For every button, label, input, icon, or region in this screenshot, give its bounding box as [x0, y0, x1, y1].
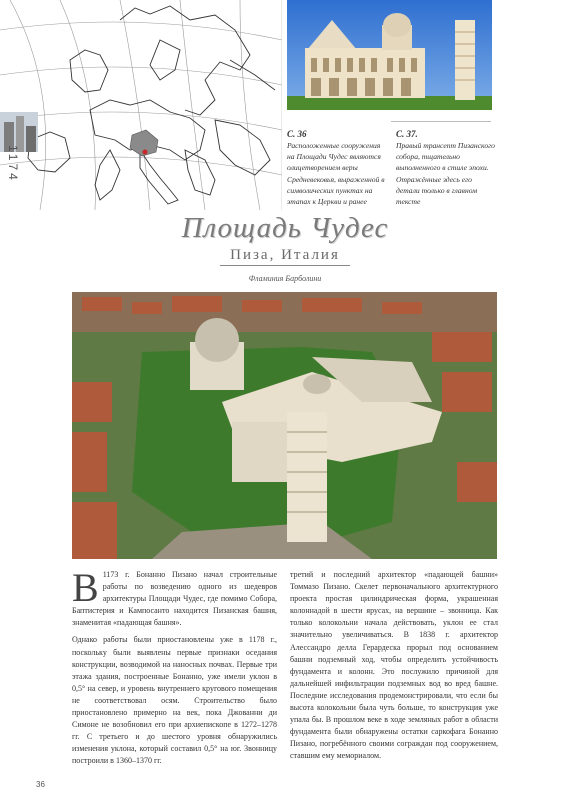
page-number: 36 [36, 780, 45, 789]
caption-rule [391, 121, 491, 122]
body-paragraph-3: третий и последний архитектор «падающей башни» Томмазо Пизано. Скелет первоначального архитектурного проекта простая цилиндрическая форма, украшенная колоннадой в шести ярусах, на вершине – звонница. Как только колокольни начала действовать, уклон ее стал значительно увеличиваться. В 1838 г. архитектор Алессандро делла Герардеска прорыл под основанием башни подземный ход, чтобы определить устойчивость фундамента и колонн. Это послужило причиной для дальнейшей инфильтрации подземных вод во вред башне. Последние исследования продемонстрировали, что если бы высота колокольни была чуть больше, то конструкция уже упала бы. В прошлом веке в ходе земляных работ в области фундамента были обнаружены остатки саркофага Бонанно Пизано, погребённого своими сограждан под сооружением, ставшим ему мемориалом. [290, 570, 498, 761]
caption-1-number: С. 36 [287, 129, 307, 139]
subtitle-rule [220, 265, 350, 266]
caption-2-text: Правый трансепт Пизанского собора, тщательно выполненного в стиле эпохи. Отражённые здесь его детали только в главном тексте [396, 141, 495, 207]
cathedral-photo [287, 0, 492, 110]
europe-map [0, 0, 282, 210]
article-subtitle: Пиза, Италия [230, 247, 340, 263]
body-column-1 [72, 565, 277, 768]
body-column-2 [290, 569, 498, 763]
body-paragraph-1: 1173 г. Бонанно Пизано начал строительные работы по возведению одного из шедевров архитектуры Площади Чудес, где помимо Собора, Баптистерия и Кампосанто находится Пизанская башня, знаменитая «падающая башня». [72, 570, 277, 628]
body-paragraph-2: Однако работы были приостановлены уже в 1178 г., поскольку были выявлены первые признаки оседания конструкции, возводимой на наносных почвах. Первые три этажа здания, построенные Бонанно, уже имели уклон в 0,5° на север, и уровень внутреннего кругового помещения не соответствовал осям. Строительство было приостановлено примерно на век, пока Джованни ди Симоне не возобновил его при архиепископе в 1272–1278 гг. С третьего и до шестого уровня обнаружились изменения уклона, который составил 0,5° на юг. Звонницу построили в 1360–1370 гг. [72, 635, 277, 766]
drop-cap: В [72, 565, 99, 610]
caption-2-number: С. 37. [396, 129, 418, 139]
article-author: Фламиния Барболини [248, 274, 322, 283]
aerial-photo [72, 292, 497, 559]
caption-1-text: Расположенные сооружения на Площади Чудес являются олицетворением веры Средневековья, выраженной в символических пунктах на этапах к Церкви и ранее [287, 141, 385, 207]
article-title: Площадь Чудес [181, 212, 389, 244]
side-page-label: 1174 [6, 145, 20, 183]
